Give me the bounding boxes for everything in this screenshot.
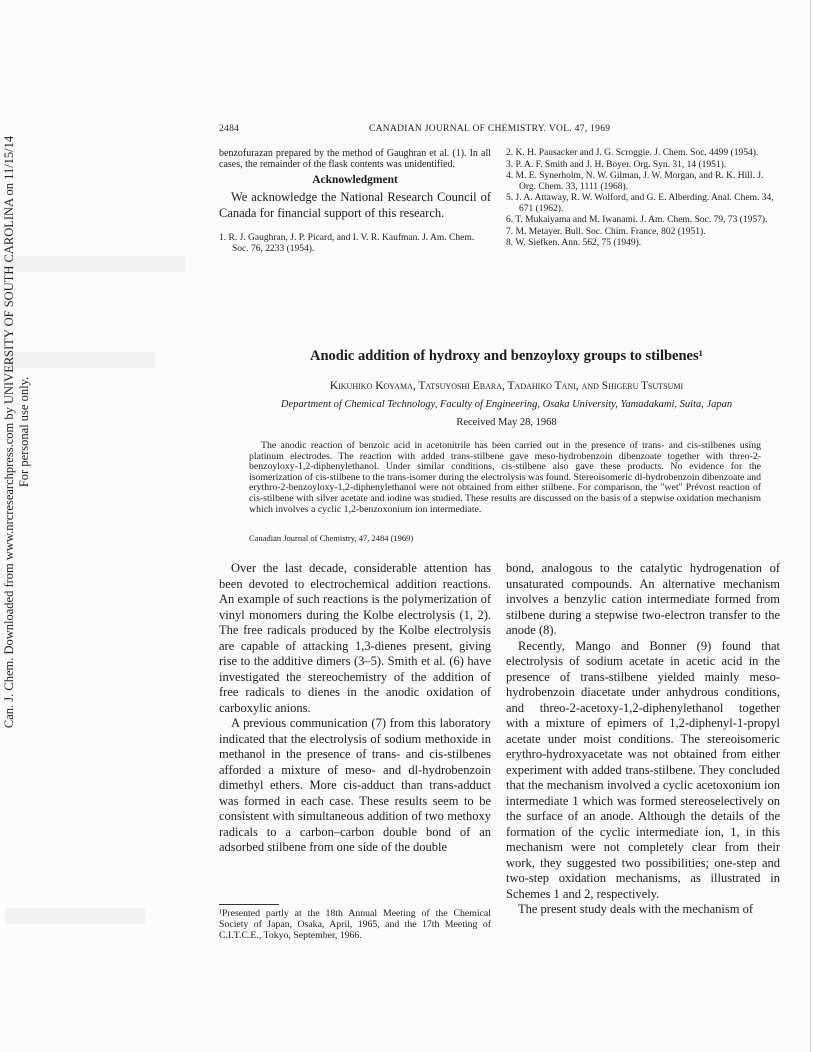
footnote-rule [219,904,279,905]
download-stamp [2,132,42,732]
body-paragraph: Recently, Mango and Bonner (9) found that electrolysis of sodium acetate in acetic acid in the presence of trans-stilbene yielded mainly meso-hydrobenzoin diacetate under anhydrous conditions, and threo-2-acetoxy-1,2-diphenylethanol together with a mixture of epimers of 1,2-diphenyl-1-propyl acetate under moist conditions. The stereoisomeric erythro-hydroxyacetate was not obtained from either experiment with added trans-stilbene. They concluded that the mechanism involved a cyclic acetoxonium ion intermediate 1 which was formed stereoselectively on the surface of an anode. Although the details of the formation of the cyclic intermediate ion, 1, in this mechanism were not completely clear from their work, they suggested two possibilities; one-step and two-step oxidation mechanisms, as illustrated in Schemes 1 and 2, respectively. [506,638,780,901]
scan-smudge [5,908,145,924]
acknowledgment-heading: Acknowledgment [312,174,398,186]
article-affiliation: Department of Chemical Technology, Faculty of Engineering, Osaka University, Yamadakami, Suita, Japan [280,399,733,410]
article-authors: Kikuhiko Koyama, Tatsuyoshi Ebara, Tadahiko Tani, and Shigeru Tsutsumi [329,380,684,392]
body-right-column [506,561,780,918]
body-paragraph: Over the last decade, considerable attention has been devoted to electrochemical addition reactions. An example of such reactions is the polymerization of vinyl monomers during the Kolbe electrolysis (1, 2). The free radicals produced by the Kolbe electrolysis are capable of attacking 1,3-dienes present, giving rise to the additive dimers (3–5). Smith et al. (6) have investigated the stereochemistry of the addition of free radicals to dienes in the anodic oxidation of carboxylic anions. [219,561,491,715]
acknowledgment-text: We acknowledge the National Research Council of Canada for financial support of this research. [219,190,491,220]
download-stamp-line2: For personal use only. [17,376,31,488]
prev-article-references [506,148,780,250]
reference-item: 6. T. Mukaiyama and M. Iwanami. J. Am. Chem. Soc. 79, 73 (1957). [506,215,768,225]
body-paragraph: bond, analogous to the catalytic hydrogenation of unsaturated compounds. An alternative mechanism involves a benzylic cation intermediate formed from stilbene during a stepwise two-electron transfer to the anode (8). [506,561,780,637]
page-edge-rule [810,0,811,1052]
reference-item: 7. M. Metayer. Bull. Soc. Chim. France, 802 (1951). [506,226,706,237]
journal-header: CANADIAN JOURNAL OF CHEMISTRY. VOL. 47, 1969 [369,124,611,134]
reference-item: 2. K. H. Pausacker and J. G. Scroggie. J. Chem. Soc. 4499 (1954). [506,148,759,158]
reference-item: 3. P. A. F. Smith and J. H. Boyer. Org. Syn. 31, 14 (1951). [506,159,727,170]
reference-item: 8. W. Siefken. Ann. 562, 75 (1949). [506,238,642,248]
citation-line: Canadian Journal of Chemistry, 47, 2484 (1969) [249,533,414,543]
article-title: Anodic addition of hydroxy and benzoyloxy groups to stilbenes¹ [310,348,703,364]
prev-article-continuation: benzofurazan prepared by the method of Gaughran et al. (1). In all cases, the remainder of the flask contents was unidentified. [219,148,491,170]
received-date: Received May 28, 1968 [456,417,557,428]
footnote: ¹Presented partly at the 18th Annual Meeting of the Chemical Society of Japan, Osaka, April, 1965, and the 17th Meeting of C.I.T.C.E., Tokyo, September, 1966. [219,908,491,941]
prev-article-left-column [219,148,491,255]
reference-item: 4. M. E. Synerholm, N. W. Gilman, J. W. Morgan, and R. K. Hill. J. Org. Chem. 33, 1111 (1968). [506,171,764,192]
body-left-column [219,561,491,856]
reference-item: 1. R. J. Gaughran, J. P. Picard, and I. V. R. Kaufman. J. Am. Chem. Soc. 76, 2233 (1954). [219,233,475,254]
download-stamp-line1: Can. J. Chem. Downloaded from www.nrcresearchpress.com by UNIVERSITY OF SOUTH CAROLINA on 11/15/14 [2,135,16,729]
reference-item: 5. J. A. Attaway, R. W. Wolford, and G. E. Alberding. Anal. Chem. 34, 671 (1962). [506,193,774,214]
body-paragraph: The present study deals with the mechanism of [518,902,754,916]
body-paragraph: A previous communication (7) from this laboratory indicated that the electrolysis of sodium methoxide in methanol in the presence of trans- and cis-stilbenes afforded a mixture of meso- and dl-hydrobenzoin dimethyl ethers. More cis-adduct than trans-adduct was formed in each case. These results seem to be consistent with simultaneous addition of two methoxy radicals to a carbon–carbon double bond of an adsorbed stilbene from one side of the double [219,716,491,854]
abstract: The anodic reaction of benzoic acid in acetonitrile has been carried out in the presence of trans- and cis-stilbenes using platinum electrodes. The reaction with added trans-stilbene gave meso-hydrobenzoin dibenzoate together with threo-2-benzoyloxy-1,2-diphenylethanol. Under similar conditions, cis-stilbene also gave these products. No evidence for the isomerization of cis-stilbene to the trans-isomer during the electrolysis was found. Stereoisomeric dl-hydrobenzoin dibenzoate and erythro-2-benzoyloxy-1,2-diphenylethanol were not obtained from either stilbene. For comparison, the "wet" Prévost reaction of cis-stilbene with silver acetate and iodine was studied. These results are discussed on the basis of a stepwise oxidation mechanism which involves a cyclic 1,2-benzoxonium ion intermediate. [249,440,761,515]
page-number: 2484 [219,124,240,134]
